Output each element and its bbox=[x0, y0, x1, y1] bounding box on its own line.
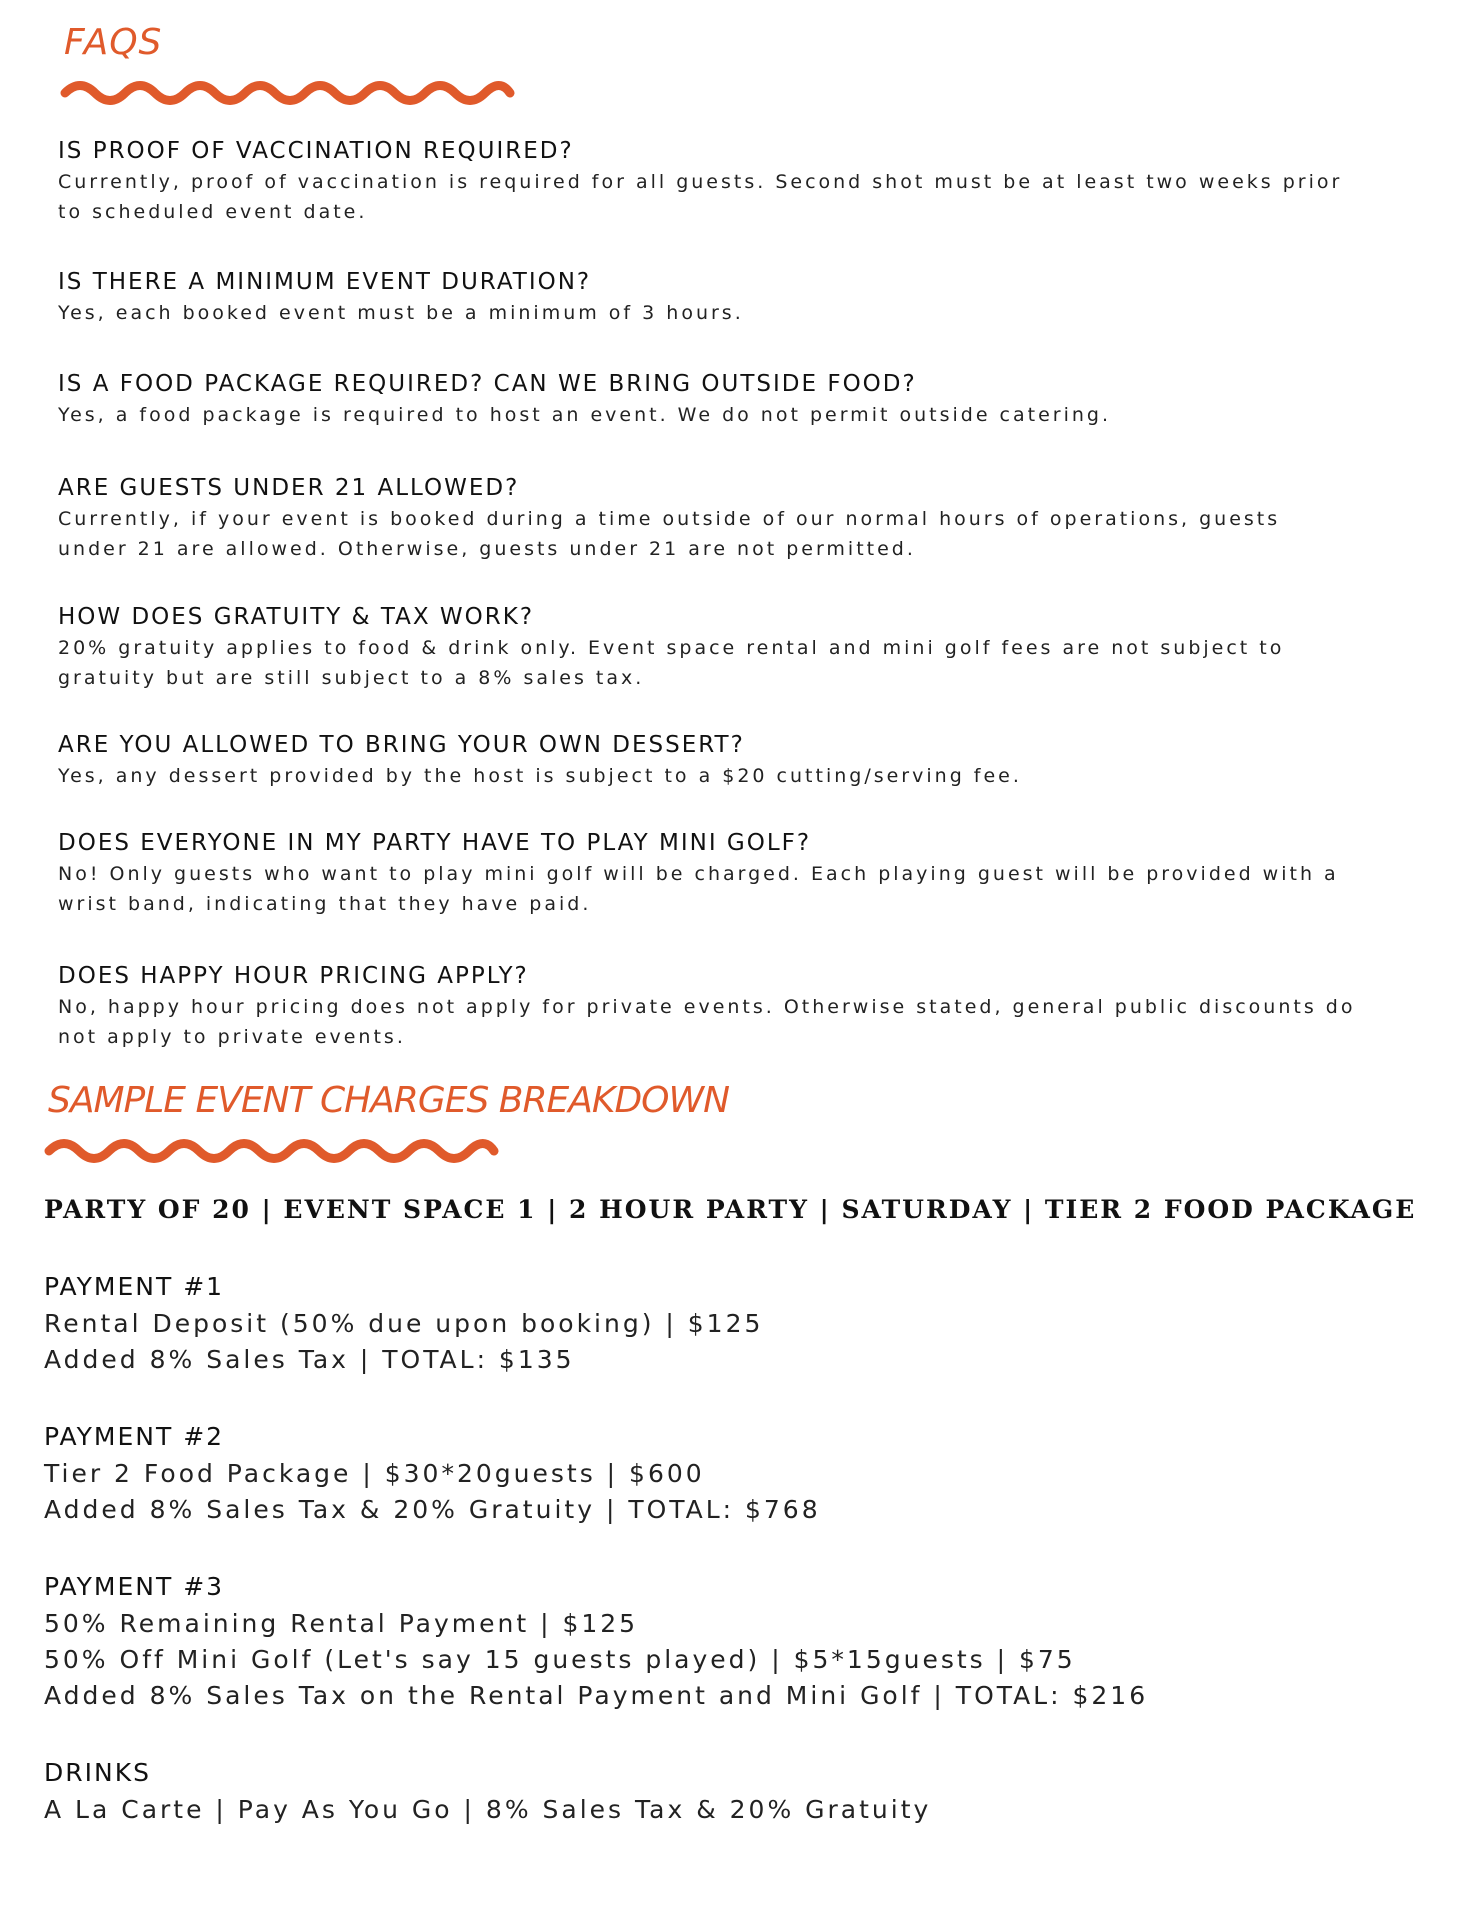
faqs-squiggle-divider bbox=[60, 78, 520, 108]
faq-answer: 20% gratuity applies to food & drink only. Event space rental and mini golf fees are not subject to gratuity but are still subject to a 8% sales tax. bbox=[58, 637, 1285, 689]
faq-answer: No! Only guests who want to play mini golf will be charged. Each playing guest will be provided with a wrist band, indicating that they have paid. bbox=[58, 863, 1339, 915]
faq-answer: Currently, proof of vaccination is required for all guests. Second shot must be at least two weeks prior to scheduled event date. bbox=[58, 171, 1343, 223]
faq-question: HOW DOES GRATUITY & TAX WORK? bbox=[58, 604, 535, 630]
faq-item bbox=[58, 472, 1358, 564]
faq-answer: Yes, any dessert provided by the host is subject to a $20 cutting/serving fee. bbox=[58, 765, 1022, 787]
payment-block bbox=[44, 1268, 1344, 1378]
payment-block bbox=[44, 1754, 1344, 1828]
breakdown-title: SAMPLE EVENT CHARGES BREAKDOWN bbox=[48, 1080, 730, 1121]
faq-question: IS PROOF OF VACCINATION REQUIRED? bbox=[58, 138, 574, 164]
faq-item bbox=[58, 729, 1358, 791]
faq-item bbox=[58, 827, 1358, 919]
payment-title: PAYMENT #2 bbox=[44, 1422, 225, 1451]
payment-line: Tier 2 Food Package | $30*20guests | $600 bbox=[44, 1459, 705, 1488]
faq-answer: Currently, if your event is booked during a time outside of our normal hours of operations, guests under 21 are allowed. Otherwise, guests under 21 are not permitted. bbox=[58, 508, 1281, 560]
payment-line: Added 8% Sales Tax | TOTAL: $135 bbox=[44, 1345, 575, 1374]
breakdown-squiggle-divider bbox=[44, 1136, 504, 1166]
faq-question: IS THERE A MINIMUM EVENT DURATION? bbox=[58, 269, 592, 295]
payment-title: DRINKS bbox=[44, 1758, 151, 1787]
faq-question: ARE YOU ALLOWED TO BRING YOUR OWN DESSERT? bbox=[58, 732, 745, 758]
faq-answer: Yes, a food package is required to host an event. We do not permit outside catering. bbox=[58, 404, 1112, 426]
faq-item bbox=[58, 368, 1358, 430]
faqs-title: FAQS bbox=[64, 22, 163, 63]
faq-item bbox=[58, 135, 1358, 227]
faq-answer: No, happy hour pricing does not apply for private events. Otherwise stated, general public discounts do not apply to private events. bbox=[58, 996, 1356, 1048]
event-summary: PARTY OF 20 | EVENT SPACE 1 | 2 HOUR PARTY | SATURDAY | TIER 2 FOOD PACKAGE bbox=[44, 1195, 1417, 1224]
payment-line: 50% Remaining Rental Payment | $125 bbox=[44, 1609, 639, 1638]
payment-line: Rental Deposit (50% due upon booking) | $125 bbox=[44, 1309, 764, 1338]
payment-line: Added 8% Sales Tax on the Rental Payment and Mini Golf | TOTAL: $216 bbox=[44, 1681, 1149, 1710]
faq-question: DOES HAPPY HOUR PRICING APPLY? bbox=[58, 963, 529, 989]
faq-item bbox=[58, 960, 1358, 1052]
faq-answer: Yes, each booked event must be a minimum of 3 hours. bbox=[58, 302, 744, 324]
faq-question: IS A FOOD PACKAGE REQUIRED? CAN WE BRING OUTSIDE FOOD? bbox=[58, 371, 917, 397]
payment-block bbox=[44, 1568, 1344, 1714]
payment-line: A La Carte | Pay As You Go | 8% Sales Tax & 20% Gratuity bbox=[44, 1795, 932, 1824]
payment-block bbox=[44, 1418, 1344, 1528]
payment-line: 50% Off Mini Golf (Let's say 15 guests played) | $5*15guests | $75 bbox=[44, 1645, 1076, 1674]
payment-title: PAYMENT #3 bbox=[44, 1572, 225, 1601]
faq-item bbox=[58, 601, 1358, 693]
faq-question: ARE GUESTS UNDER 21 ALLOWED? bbox=[58, 475, 520, 501]
payment-title: PAYMENT #1 bbox=[44, 1272, 225, 1301]
payment-line: Added 8% Sales Tax & 20% Gratuity | TOTAL: $768 bbox=[44, 1495, 821, 1524]
faq-question: DOES EVERYONE IN MY PARTY HAVE TO PLAY MINI GOLF? bbox=[58, 830, 812, 856]
faq-item bbox=[58, 266, 1358, 328]
